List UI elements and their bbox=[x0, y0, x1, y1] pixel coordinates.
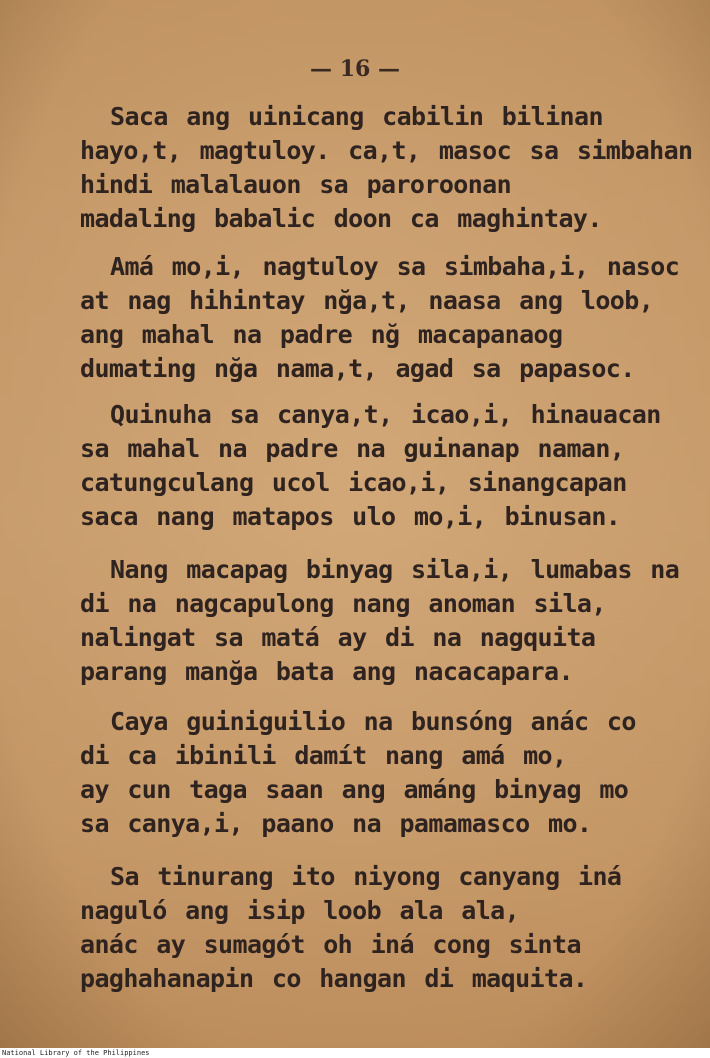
stanza-6 bbox=[80, 860, 680, 996]
verse-line: hayo,t, magtuloy. ca,t, masoc sa simbahan bbox=[80, 136, 693, 165]
verse-line: paghahanapin co hangan di maquita. bbox=[80, 964, 588, 993]
verse-line: sa canya,i, paano na pamamasco mo. bbox=[80, 809, 592, 838]
verse-line: at nag hihintay nğa,t, naasa ang loob, bbox=[80, 286, 654, 315]
verse-line: Caya guiniguilio na bunsóng anác co bbox=[110, 707, 636, 736]
verse-line: di ca ibinili damít nang amá mo, bbox=[80, 741, 567, 770]
verse-line: madaling babalic doon ca maghintay. bbox=[80, 204, 602, 233]
stanza-4 bbox=[80, 553, 680, 689]
verse-line: naguló ang isip loob ala ala, bbox=[80, 896, 520, 925]
verse-line: nalingat sa matá ay di na nagquita bbox=[80, 623, 596, 652]
verse-line: ay cun taga saan ang amáng binyag mo bbox=[80, 775, 629, 804]
stanza-1 bbox=[80, 100, 693, 236]
verse-line: sa mahal na padre na guinanap naman, bbox=[80, 434, 625, 463]
verse-line: dumating nğa nama,t, agad sa papasoc. bbox=[80, 354, 635, 383]
verse-line: hindi malalauon sa paroroonan bbox=[80, 170, 512, 199]
library-credit: National Library of the Philippines bbox=[2, 1049, 150, 1057]
verse-line: Sa tinurang ito niyong canyang iná bbox=[110, 862, 622, 891]
verse-line: anác ay sumagót oh iná cong sinta bbox=[80, 930, 581, 959]
verse-line: Nang macapag binyag sila,i, lumabas na bbox=[110, 555, 680, 584]
stanza-5 bbox=[80, 705, 680, 841]
verse-line: saca nang matapos ulo mo,i, binusan. bbox=[80, 502, 621, 531]
stanza-3 bbox=[80, 398, 680, 534]
verse-line: Amá mo,i, nagtuloy sa simbaha,i, nasoc bbox=[110, 252, 680, 281]
verse-line: parang manğa bata ang nacacapara. bbox=[80, 657, 573, 686]
stanza-2 bbox=[80, 250, 680, 386]
verse-line: catungculang ucol icao,i, sinangcapan bbox=[80, 468, 627, 497]
verse-line: Quinuha sa canya,t, icao,i, hinauacan bbox=[110, 400, 661, 429]
verse-line: Saca ang uinicang cabilin bilinan bbox=[110, 102, 603, 131]
page-number: — 16 — bbox=[310, 56, 400, 82]
verse-line: di na nagcapulong nang anoman sila, bbox=[80, 589, 606, 618]
verse-line: ang mahal na padre nğ macapanaog bbox=[80, 320, 563, 349]
